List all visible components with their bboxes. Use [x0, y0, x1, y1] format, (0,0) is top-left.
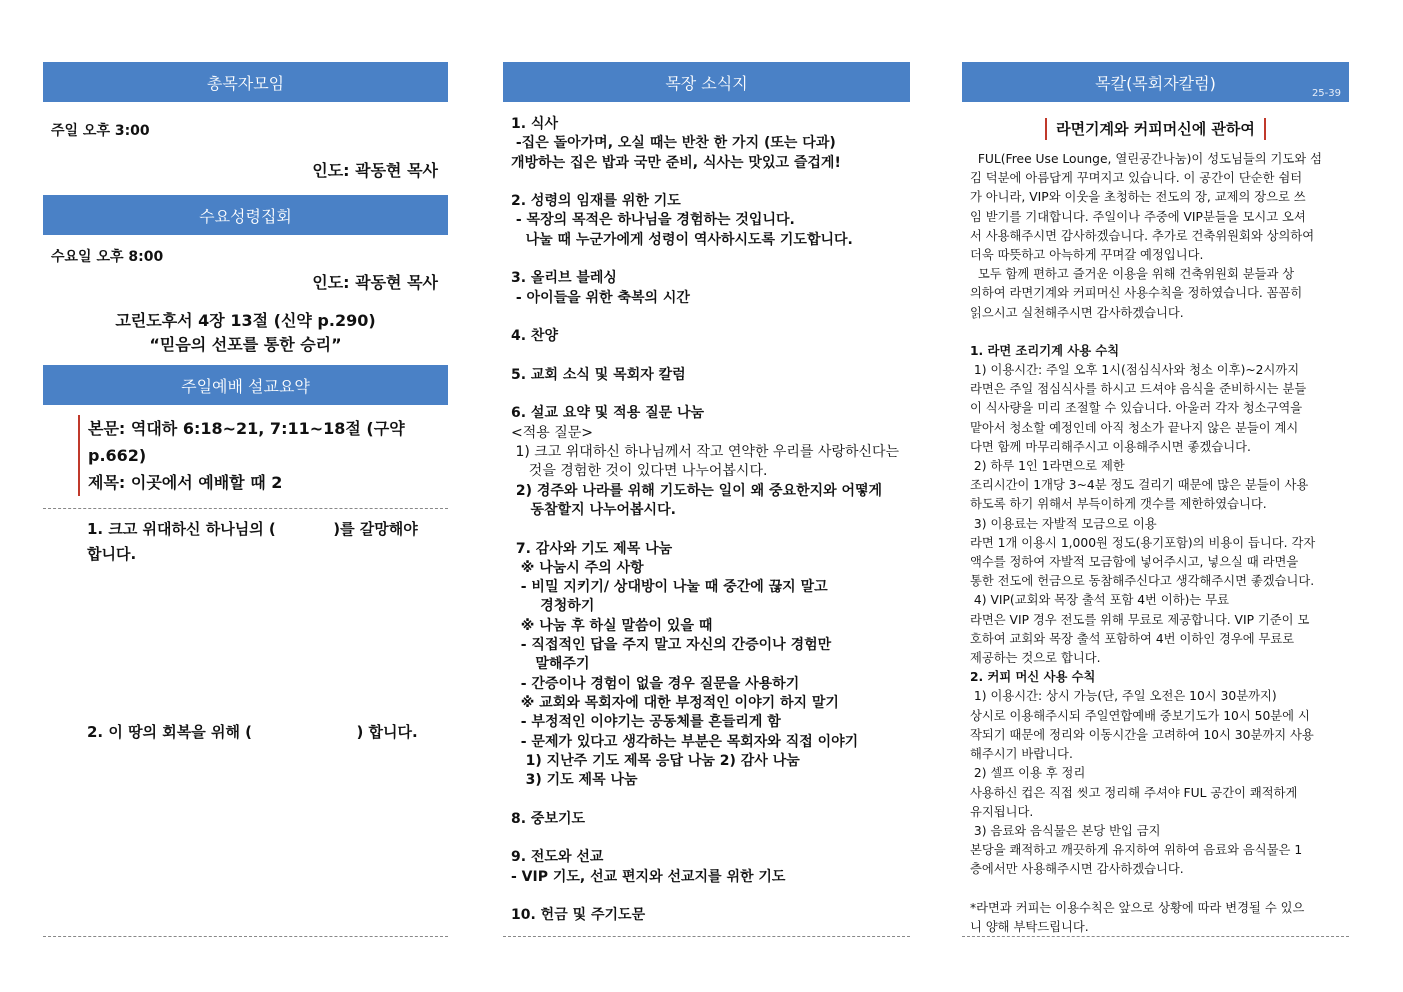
service-leader: 인도: 곽동현 목사: [312, 273, 438, 292]
news-line: 5. 교회 소식 및 목회자 칼럼: [511, 366, 686, 383]
news-line: - 비밀 지키기/ 상대방이 나눌 때 중간에 끊지 말고: [511, 579, 828, 596]
column-line: 1) 이용시간: 상시 가능(단, 주일 오전은 10시 30분까지): [970, 689, 1277, 704]
news-line: ※ 나눔 후 하실 말씀이 있을 때: [511, 617, 713, 634]
column-line: 서 사용해주시면 감사하겠습니다. 추가로 건축위원회와 상의하여: [970, 228, 1315, 243]
news-line: -집은 돌아가며, 오실 때는 반찬 한 가지 (또는 다과): [511, 135, 836, 152]
issue-number: 25-39: [1311, 88, 1341, 99]
news-line: - 부정적인 이야기는 공동체를 흔들리게 함: [511, 714, 781, 731]
section-header-cell-news: [503, 62, 910, 102]
section-header-pastors-meeting: [43, 62, 448, 102]
blank-line: [511, 790, 910, 809]
blank-line: [970, 880, 1341, 899]
section-title: 총목자모임: [206, 73, 285, 93]
sermon-subject: 제목: 이곳에서 예배할 때 2: [88, 473, 283, 492]
column-line: 통한 전도에 헌금으로 동참해주신다고 생각해주시면 좋겠습니다.: [970, 574, 1315, 589]
column-line: 김 덕분에 아름답게 꾸며지고 있습니다. 이 공간이 단순한 쉼터: [970, 171, 1303, 186]
meeting-time: 주일 오후 3:00: [51, 123, 150, 139]
news-line: 10. 헌금 및 주기도문: [511, 907, 646, 924]
divider: [962, 936, 1349, 937]
section-title: 주일예배 설교요약: [181, 376, 310, 396]
rule-heading: 2. 커피 머신 사용 수칙: [970, 670, 1096, 685]
section-title: 목장 소식지: [665, 73, 748, 93]
scripture-theme: “믿음의 선포를 통한 승리”: [149, 335, 342, 354]
blank-line: [511, 520, 910, 539]
blank-line: [511, 308, 910, 327]
column-line: 4) VIP(교회와 목장 출석 포함 4번 이하)는 무료: [970, 593, 1229, 608]
news-line: 나눌 때 누군가에게 성령이 역사하시도록 기도합니다.: [511, 231, 853, 248]
column-line: FUL(Free Use Lounge, 열린공간나눔)이 성도님들의 기도와 섬: [970, 152, 1322, 166]
column-line: 해주시기 바랍니다.: [970, 747, 1073, 762]
column-line: 니 양해 부탁드립니다.: [970, 919, 1089, 934]
section-title: 수요성령집회: [199, 206, 292, 226]
column-line: 작되기 때문에 정리와 이동시간을 고려하여 10시 30분까지 사용: [970, 727, 1314, 742]
news-line: - VIP 기도, 선교 편지와 선교지를 위한 기도: [511, 868, 786, 885]
column-subtitle-wrap: [962, 118, 1349, 140]
column-schedule: [43, 62, 448, 745]
sermon-question-1: [43, 517, 448, 567]
cell-news-body: [503, 115, 910, 925]
blank-line: [511, 250, 910, 269]
column-line: 호하여 교회와 목장 출석 포함하여 4번 이하인 경우에 무료로: [970, 631, 1295, 646]
column-line: 모두 함께 편하고 즐거운 이용을 위해 건축위원회 분들과 상: [970, 267, 1295, 282]
column-line: 2) 셀프 이용 후 정리: [970, 766, 1086, 781]
column-line: 상시로 이용해주시되 주일연합예배 중보기도가 10시 50분에 시: [970, 708, 1310, 723]
blank-line: [511, 347, 910, 366]
column-line: 1) 이용시간: 주일 오후 1시(점심식사와 청소 이후)~2시까지: [970, 363, 1300, 378]
news-line: 경청하기: [511, 598, 595, 615]
sermon-text: 본문: 역대하 6:18~21, 7:11~18절 (구약 p.662): [88, 419, 405, 465]
blank-line: [511, 887, 910, 906]
column-line: 3) 음료와 음식물은 본당 반입 금지: [970, 823, 1161, 838]
news-line: - 목장의 목적은 하나님을 경험하는 것입니다.: [511, 212, 795, 229]
sermon-question-2: 2. 이 땅의 회복을 위해 ( ) 합니다.: [87, 723, 418, 741]
news-line: 4. 찬양: [511, 328, 558, 345]
column-line: 의하여 라면기계와 커피머신 사용수칙을 정하였습니다. 꼼꼼히: [970, 286, 1303, 301]
column-line: 다면 함께 마무리해주시고 이용해주시면 좋겠습니다.: [970, 439, 1251, 454]
divider: [43, 936, 448, 937]
column-line: 조리시간이 1개당 3~4분 정도 걸리기 때문에 많은 분들이 사용: [970, 478, 1309, 493]
column-line: 라면은 VIP 경우 전도를 위해 무료로 제공합니다. VIP 기준이 모: [970, 612, 1310, 627]
column-subtitle: 라면기계와 커피머신에 관하여: [1045, 118, 1266, 140]
blank-line: [511, 829, 910, 848]
meeting-leader: 인도: 곽동현 목사: [312, 161, 438, 180]
column-pastor-column: [962, 62, 1349, 937]
column-line: 하도록 하기 위해서 부득이하게 갯수를 제한하였습니다.: [970, 497, 1267, 512]
column-line: 이 식사량을 미리 조절할 수 있습니다. 아울러 각자 청소구역을: [970, 401, 1303, 416]
news-line: 1) 크고 위대하신 하나님께서 작고 연약한 우리를 사랑하신다는: [511, 444, 900, 461]
column-line: 본당을 쾌적하고 깨끗하게 유지하여 위하여 음료와 음식물은 1: [970, 843, 1303, 858]
divider: [43, 508, 448, 509]
blank-line: [511, 385, 910, 404]
column-line: *라면과 커피는 이용수칙은 앞으로 상황에 따라 변경될 수 있으: [970, 900, 1305, 915]
column-line: 사용하신 컵은 직접 씻고 정리해 주셔야 FUL 공간이 쾌적하게: [970, 785, 1298, 800]
blank-line: [511, 173, 910, 192]
column-line: 제공하는 것으로 합니다.: [970, 651, 1101, 666]
service-time: 수요일 오후 8:00: [51, 249, 164, 265]
column-line: 더욱 따뜻하고 아늑하게 꾸며갈 예정입니다.: [970, 248, 1204, 263]
news-line: ※ 교회와 목회자에 대한 부정적인 이야기 하지 말기: [511, 694, 839, 711]
column-line: 층에서만 사용해주시면 감사하겠습니다.: [970, 862, 1184, 877]
column-line: 임 받기를 기대합니다. 주일이나 주중에 VIP분들을 모시고 오셔: [970, 209, 1306, 224]
news-line: 6. 설교 요약 및 적용 질문 나눔: [511, 405, 705, 422]
news-line: ※ 나눔시 주의 사항: [511, 559, 644, 576]
section-header-pastor-column: [962, 62, 1349, 102]
question-1-line-2: 합니다.: [87, 545, 137, 563]
column-line: 유지됩니다.: [970, 804, 1034, 819]
column-body: [962, 150, 1349, 937]
news-line: 7. 감사와 기도 제목 나눔: [511, 540, 673, 557]
rule-heading: 1. 라면 조리기계 사용 수칙: [970, 343, 1120, 358]
news-line: 동참할지 나누어봅시다.: [511, 501, 676, 518]
news-line: 3) 기도 제목 나눔: [511, 772, 638, 789]
column-line: 3) 이용료는 자발적 모금으로 이용: [970, 516, 1157, 531]
section-title: 목칼(목회자칼럼): [1095, 73, 1216, 93]
divider: [503, 936, 910, 937]
column-line: 가 아니라, VIP와 이웃을 초청하는 전도의 장, 교제의 장으로 쓰: [970, 190, 1306, 205]
news-line: <적용 질문>: [511, 424, 594, 441]
news-line: 3. 올리브 블레싱: [511, 270, 617, 287]
news-line: - 문제가 있다고 생각하는 부분은 목회자와 직접 이야기: [511, 733, 859, 750]
blank-line: [970, 323, 1341, 342]
news-line: 9. 전도와 선교: [511, 849, 604, 866]
news-line: 8. 중보기도: [511, 810, 586, 827]
news-line: 개방하는 집은 밥과 국만 준비, 식사는 맛있고 즐겁게!: [511, 154, 841, 171]
question-1-line-1: 1. 크고 위대하신 하나님의 ( )를 갈망해야: [87, 520, 418, 538]
column-line: 액수를 정하여 자발적 모금함에 넣어주시고, 넣으실 때 라면을: [970, 555, 1299, 570]
sermon-reference-block: [78, 415, 448, 496]
column-cell-news: [503, 62, 910, 925]
news-line: 1. 식사: [511, 116, 558, 132]
column-line: 라면은 주일 점심식사를 하시고 드셔야 음식을 준비하시는 분들: [970, 382, 1307, 397]
news-line: - 간증이나 경험이 없을 경우 질문을 사용하기: [511, 675, 800, 692]
news-line: 1) 지난주 기도 제목 응답 나눔 2) 감사 나눔: [511, 752, 800, 769]
column-line: 맡아서 청소할 예정인데 아직 청소가 끝나지 않은 분들이 계시: [970, 420, 1299, 435]
news-line: 것을 경험한 것이 있다면 나누어봅시다.: [511, 463, 768, 480]
column-line: 읽으시고 실천해주시면 감사하겠습니다.: [970, 305, 1184, 320]
news-line: 2. 성령의 임재를 위한 기도: [511, 193, 681, 210]
news-line: - 아이들을 위한 축복의 시간: [511, 289, 690, 306]
scripture-reference: 고린도후서 4장 13절 (신약 p.290): [115, 311, 376, 330]
news-line: - 직접적인 답을 주지 말고 자신의 간증이나 경험만: [511, 637, 832, 654]
news-line: 말해주기: [511, 656, 590, 673]
section-header-wednesday-service: [43, 195, 448, 235]
section-header-sermon-summary: [43, 365, 448, 405]
column-line: 라면 1개 이용시 1,000원 정도(용기포함)의 비용이 듭니다. 각자: [970, 535, 1316, 550]
column-line: 2) 하루 1인 1라면으로 제한: [970, 459, 1125, 474]
news-line: 2) 경주와 나라를 위해 기도하는 일이 왜 중요한지와 어떻게: [511, 482, 883, 499]
